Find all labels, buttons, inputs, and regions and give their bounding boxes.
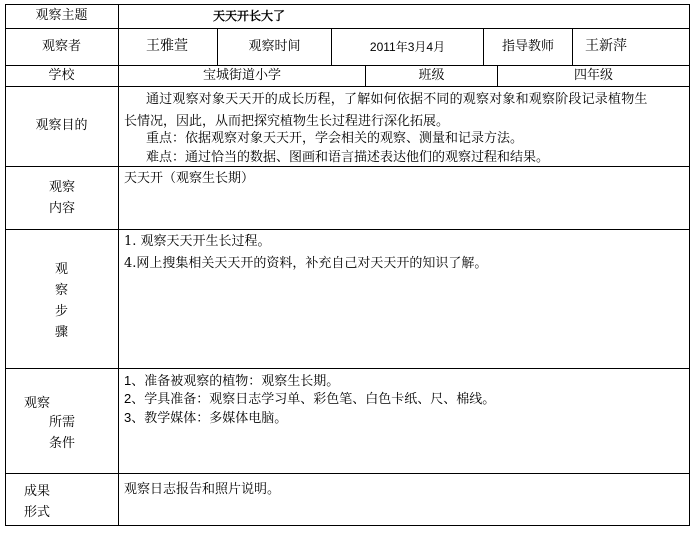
content-value: 天天开（观察生长期） bbox=[124, 170, 255, 185]
observer-value: 王雅萱 bbox=[146, 38, 188, 54]
observer-label: 观察者 bbox=[41, 39, 81, 54]
purpose-line-3: 重点：依据观察对象天天开，学会相关的观察、测量和记录方法。 bbox=[146, 130, 524, 145]
steps-label-1: 观 bbox=[55, 262, 69, 277]
conditions-label-2: 所需 bbox=[49, 415, 76, 430]
conditions-label-1: 观察 bbox=[24, 396, 51, 411]
rule-row2 bbox=[5, 65, 690, 66]
rule-r1-d bbox=[572, 28, 573, 65]
rule-bottom bbox=[5, 525, 690, 526]
conditions-item-1: 1、准备被观察的植物：观察生长期。 bbox=[124, 373, 340, 388]
result-label-2: 形式 bbox=[24, 505, 51, 520]
rule-right bbox=[689, 4, 690, 526]
teacher-label: 指导教师 bbox=[501, 39, 554, 54]
topic-label: 观察主题 bbox=[35, 8, 88, 23]
rule-top bbox=[5, 4, 690, 5]
conditions-item-2: 2、学具准备：观察日志学习单、彩色笔、白色卡纸、尺、棉线。 bbox=[124, 391, 496, 406]
conditions-item-3: 3、教学媒体：多媒体电脑。 bbox=[124, 410, 288, 425]
steps-label-2: 察 bbox=[55, 283, 69, 298]
teacher-value: 王新萍 bbox=[585, 38, 627, 54]
purpose-line-2: 长情况，因此，从而把探究植物生长过程进行深化拓展。 bbox=[124, 113, 450, 128]
content-label-1: 观察 bbox=[49, 180, 76, 195]
rule-row1 bbox=[5, 28, 690, 29]
class-value: 四年级 bbox=[573, 68, 613, 83]
content-label-2: 内容 bbox=[49, 201, 76, 216]
result-label-1: 成果 bbox=[24, 484, 51, 499]
rule-row7 bbox=[5, 473, 690, 474]
class-label: 班级 bbox=[418, 68, 445, 83]
school-value: 宝城街道小学 bbox=[202, 68, 281, 83]
rule-row3 bbox=[5, 86, 690, 87]
result-value: 观察日志报告和照片说明。 bbox=[124, 482, 281, 497]
rule-row5 bbox=[5, 229, 690, 230]
topic-value: 天天开长大了 bbox=[213, 9, 286, 23]
steps-item-2: 4.网上搜集相关天天开的资料，补充自己对天天开的知识了解。 bbox=[124, 256, 488, 271]
purpose-line-1: 通过观察对象天天开的成长历程，了解如何依据不同的观察对象和观察阶段记录植物生 bbox=[146, 91, 648, 106]
purpose-line-4: 难点：通过恰当的数据、图画和语言描述表达他们的观察过程和结果。 bbox=[146, 149, 550, 164]
time-label: 观察时间 bbox=[248, 39, 301, 54]
rule-row6 bbox=[5, 368, 690, 369]
steps-label-3: 步 bbox=[55, 304, 69, 319]
school-label: 学校 bbox=[48, 68, 75, 83]
steps-label-4: 骤 bbox=[55, 325, 69, 340]
purpose-label: 观察目的 bbox=[35, 118, 88, 133]
conditions-label-3: 条件 bbox=[49, 436, 76, 451]
steps-item-1: 1. 观察天天开生长过程。 bbox=[124, 234, 271, 249]
time-value: 2011年3月4月 bbox=[369, 40, 446, 54]
